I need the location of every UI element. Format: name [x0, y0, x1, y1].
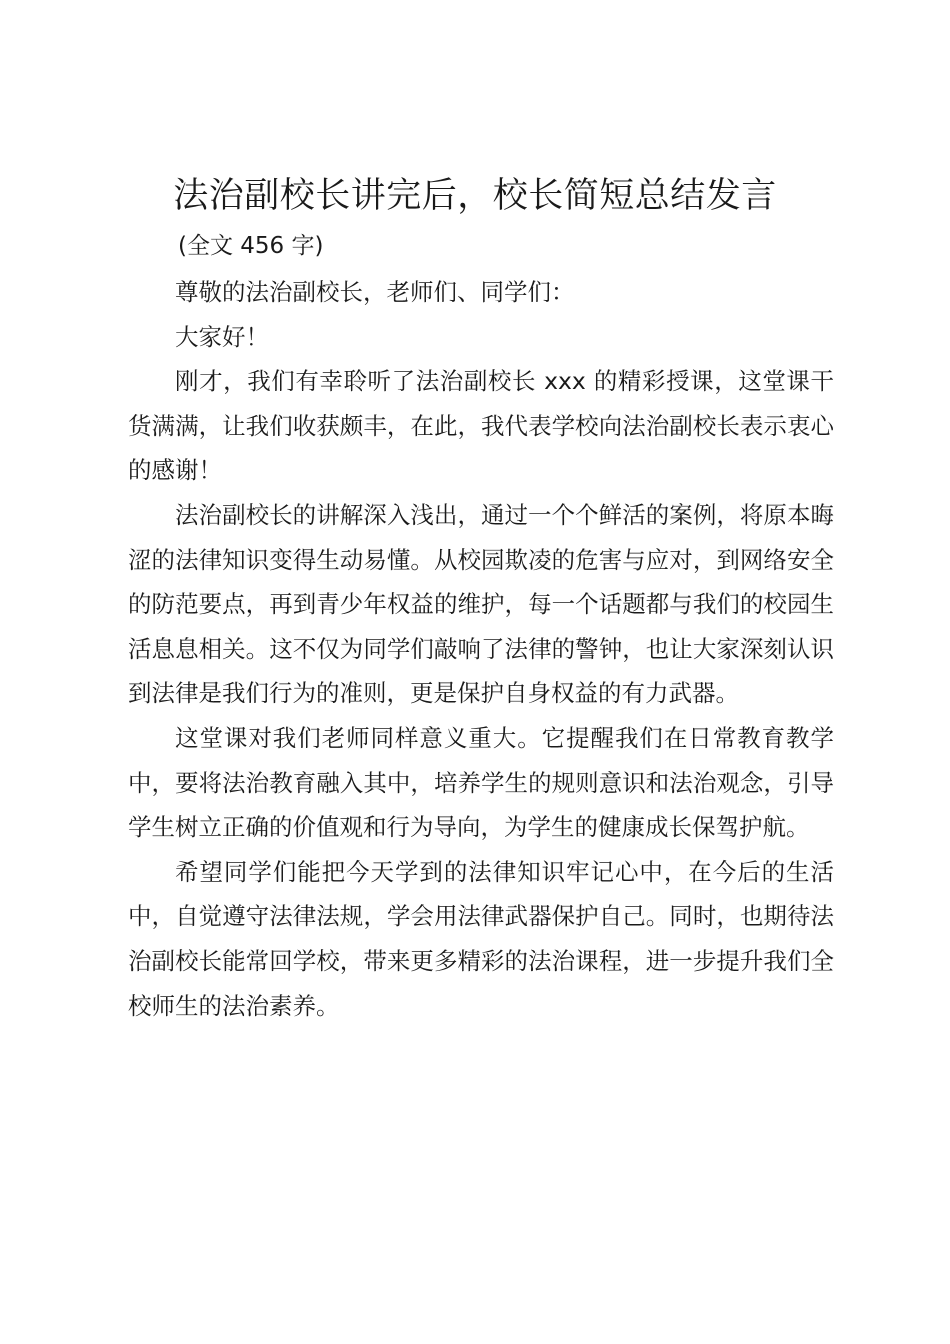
paragraph: 希望同学们能把今天学到的法律知识牢记心中，在今后的生活中，自觉遵守法律法规，学会用法律武器保护自己。同时，也期待法治副校长能常回学校，带来更多精彩的法治课程，进一步提升我们全校师生的法治素养。: [128, 857, 834, 1020]
salutation: 尊敬的法治副校长，老师们、同学们：: [175, 278, 575, 306]
word-count-note: (全文 456 字): [178, 233, 324, 259]
paragraph: 刚才，我们有幸聆听了法治副校长 xxx 的精彩授课，这堂课干货满满，让我们收获颇丰，在此，我代表学校向法治副校长表示衷心的感谢！: [128, 367, 834, 485]
paragraph: 法治副校长的讲解深入浅出，通过一个个鲜活的案例，将原本晦涩的法律知识变得生动易懂。从校园欺凌的危害与应对，到网络安全的防范要点，再到青少年权益的维护，每一个话题都与我们的校园生活息息相关。这不仅为同学们敲响了法律的警钟，也让大家深刻认识到法律是我们行为的准则，更是保护自身权益的有力武器。: [128, 500, 834, 708]
paragraph: 这堂课对我们老师同样意义重大。它提醒我们在日常教育教学中，要将法治教育融入其中，培养学生的规则意识和法治观念，引导学生树立正确的价值观和行为导向，为学生的健康成长保驾护航。: [128, 723, 834, 842]
document-body: [128, 270, 834, 1028]
document-title: 法治副校长讲完后，校长简短总结发言: [173, 176, 777, 216]
greeting: 大家好！: [175, 322, 269, 351]
